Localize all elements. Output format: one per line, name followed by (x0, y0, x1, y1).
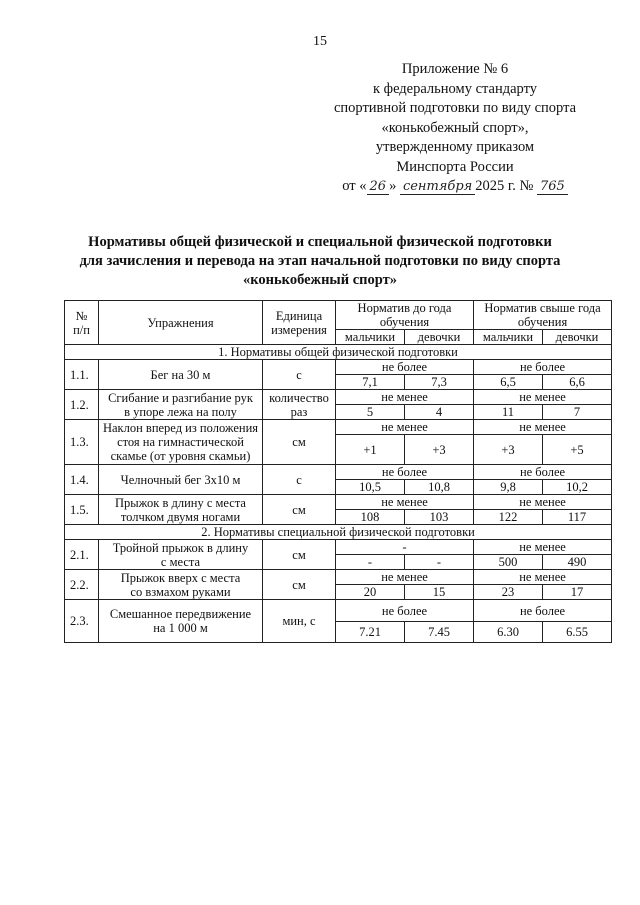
value-boys-first-year: 20 (336, 585, 405, 600)
row-number: 2.3. (65, 600, 99, 643)
exercise-name (99, 495, 263, 525)
exercise-text: Наклон вперед из положения (102, 421, 259, 435)
value-boys-over-year: 6,5 (474, 375, 543, 390)
header-group-over-year (474, 301, 612, 330)
appendix-line: Приложение № 6 (401, 61, 509, 77)
header-text: обучения (379, 315, 430, 329)
value-girls-over-year: 7 (543, 405, 612, 420)
value-boys-over-year: 23 (474, 585, 543, 600)
unit-text: мин, с (282, 614, 316, 628)
unit (263, 390, 336, 420)
unit (263, 540, 336, 570)
handwritten-order-number: 765 (537, 180, 568, 195)
appendix-line: к федеральному стандарту (373, 80, 537, 97)
header-boys: мальчики (474, 330, 543, 345)
exercise-text: стоя на гимнастической (117, 435, 244, 449)
table-row (65, 465, 612, 480)
value-boys-first-year: 5 (336, 405, 405, 420)
condition-over-year: не менее (474, 390, 612, 405)
value-boys-first-year: +1 (336, 435, 405, 465)
date-prefix: от « (342, 178, 367, 194)
value-girls-over-year: 490 (543, 555, 612, 570)
header-unit (263, 301, 336, 345)
value-girls-over-year: 117 (543, 510, 612, 525)
row-number: 1.1. (65, 360, 99, 390)
header-group-first-year (336, 301, 474, 330)
row-number: 1.3. (65, 420, 99, 465)
row-number: 2.1. (65, 540, 99, 570)
value-girls-over-year: 17 (543, 585, 612, 600)
exercise-name (99, 570, 263, 600)
condition-over-year: не более (474, 465, 612, 480)
condition-first-year: не более (336, 465, 474, 480)
value-girls-over-year: +5 (543, 435, 612, 465)
value-girls-first-year: 10,8 (405, 480, 474, 495)
exercise-text: толчком двумя ногами (120, 509, 241, 524)
appendix-line: спортивной подготовки по виду спорта (333, 100, 577, 116)
condition-first-year: не более (336, 360, 474, 375)
unit (263, 465, 336, 495)
appendix-block (300, 60, 610, 197)
unit (263, 420, 336, 465)
table-row (65, 420, 612, 435)
unit-text: с (296, 472, 302, 487)
condition-over-year: не менее (474, 540, 612, 555)
header-text: п/п (73, 322, 90, 337)
row-number: 1.2. (65, 390, 99, 420)
exercise-name (99, 390, 263, 420)
unit-text: см (292, 547, 306, 562)
section-row (65, 525, 612, 540)
value-girls-first-year: 7.45 (405, 622, 474, 643)
unit (263, 570, 336, 600)
value-boys-over-year: +3 (474, 435, 543, 465)
header-text: Норматив свыше года (484, 301, 601, 315)
exercise-text: скамье (от уровня скамьи) (110, 449, 251, 463)
value-girls-first-year: 7,3 (405, 375, 474, 390)
value-girls-over-year: 6,6 (543, 375, 612, 390)
exercise-text: Прыжок в длину с места (115, 495, 246, 510)
header-exercise: Упражнения (99, 301, 263, 345)
header-text: № (75, 308, 88, 323)
handwritten-month: сентября (400, 180, 475, 195)
row-number: 2.2. (65, 570, 99, 600)
value-girls-first-year: 4 (405, 405, 474, 420)
condition-first-year: не менее (336, 390, 474, 405)
exercise-text: на 1 000 м (153, 621, 208, 635)
condition-first-year: - (336, 540, 474, 555)
header-text: обучения (517, 315, 568, 329)
condition-first-year: не более (336, 600, 474, 622)
value-boys-over-year: 9,8 (474, 480, 543, 495)
value-boys-first-year: 10,5 (336, 480, 405, 495)
page-number: 15 (313, 34, 327, 49)
exercise-text: Бег на 30 м (150, 367, 211, 382)
value-boys-first-year: 7.21 (336, 622, 405, 643)
year-suffix: 2025 г. № (475, 178, 534, 194)
condition-first-year: не менее (336, 420, 474, 435)
condition-first-year: не менее (336, 495, 474, 510)
table-row (65, 360, 612, 375)
exercise-text: Сгибание и разгибание рук (108, 390, 253, 405)
title-line: «конькобежный спорт» (242, 272, 398, 288)
row-number: 1.5. (65, 495, 99, 525)
title-line: Нормативы общей физической и специальной физической подготовки (88, 234, 552, 250)
exercise-name (99, 600, 263, 643)
value-girls-first-year: 15 (405, 585, 474, 600)
value-girls-over-year: 10,2 (543, 480, 612, 495)
section-title: 2. Нормативы специальной физической подготовки (65, 525, 612, 540)
header-girls: девочки (543, 330, 612, 345)
exercise-text: Тройной прыжок в длину (112, 540, 249, 555)
condition-over-year: не более (474, 600, 612, 622)
unit-text: количество (269, 390, 329, 405)
handwritten-day: 26 (367, 180, 390, 195)
exercise-text: в упоре лежа на полу (124, 404, 237, 419)
title-line: для зачисления и перевода на этап начальной подготовки по виду спорта (79, 253, 561, 269)
value-boys-first-year: 108 (336, 510, 405, 525)
header-text: измерения (271, 322, 327, 337)
appendix-line: «конькобежный спорт», (381, 119, 529, 136)
table-row (65, 600, 612, 622)
table-row (65, 390, 612, 405)
value-boys-over-year: 500 (474, 555, 543, 570)
exercise-text: со взмахом руками (130, 584, 231, 599)
value-boys-over-year: 11 (474, 405, 543, 420)
header-boys: мальчики (336, 330, 405, 345)
table-row (65, 540, 612, 555)
header-text: Норматив до года (357, 301, 452, 315)
document-title (40, 233, 600, 290)
unit (263, 600, 336, 643)
row-number: 1.4. (65, 465, 99, 495)
value-girls-over-year: 6.55 (543, 622, 612, 643)
exercise-text: Прыжок вверх с места (120, 570, 241, 585)
header-text: Единица (275, 308, 323, 323)
condition-over-year: не более (474, 360, 612, 375)
value-boys-first-year: - (336, 555, 405, 570)
header-girls: девочки (405, 330, 474, 345)
header-row (65, 301, 612, 330)
unit-text: с (296, 367, 302, 382)
unit (263, 360, 336, 390)
unit-text: см (292, 502, 306, 517)
date-mid: » (389, 178, 397, 194)
header-num (65, 301, 99, 345)
exercise-name (99, 420, 263, 465)
table-row (65, 495, 612, 510)
exercise-name (99, 540, 263, 570)
norms-table (64, 300, 612, 643)
value-girls-first-year: +3 (405, 435, 474, 465)
value-girls-first-year: 103 (405, 510, 474, 525)
condition-first-year: не менее (336, 570, 474, 585)
order-date-line (300, 177, 610, 197)
exercise-name (99, 360, 263, 390)
exercise-name (99, 465, 263, 495)
unit (263, 495, 336, 525)
unit-text: см (292, 577, 306, 592)
value-boys-over-year: 122 (474, 510, 543, 525)
appendix-line: утвержденному приказом (375, 139, 535, 155)
value-girls-first-year: - (405, 555, 474, 570)
condition-over-year: не менее (474, 495, 612, 510)
section-row (65, 345, 612, 360)
condition-over-year: не менее (474, 570, 612, 585)
exercise-text: Челночный бег 3х10 м (120, 472, 241, 487)
unit-text: раз (290, 404, 308, 419)
appendix-line: Минспорта России (396, 158, 514, 175)
unit-text: см (292, 435, 306, 449)
exercise-text: с места (160, 554, 201, 569)
condition-over-year: не менее (474, 420, 612, 435)
table-row (65, 570, 612, 585)
value-boys-over-year: 6.30 (474, 622, 543, 643)
exercise-text: Смешанное передвижение (109, 607, 252, 621)
section-title: 1. Нормативы общей физической подготовки (65, 345, 612, 360)
value-boys-first-year: 7,1 (336, 375, 405, 390)
